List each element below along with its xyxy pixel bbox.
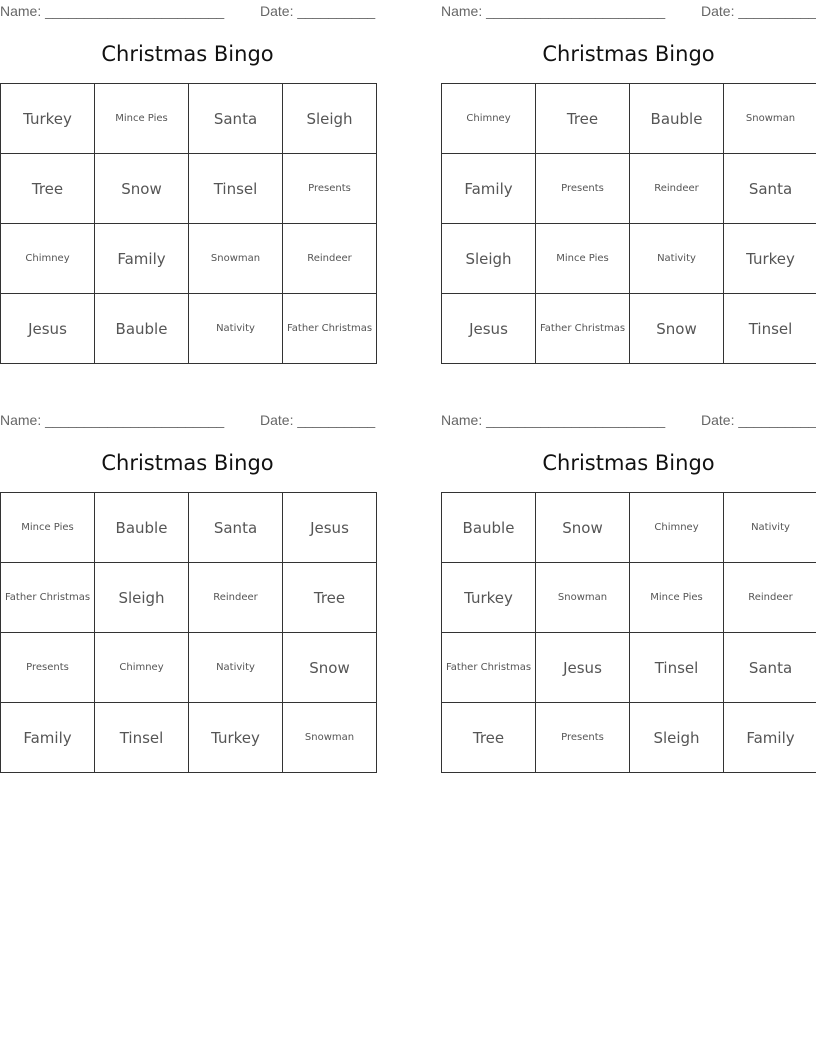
name-field-label: Name: _______________________ [0, 3, 225, 19]
bingo-cell: Sleigh [283, 84, 377, 154]
bingo-cell: Tree [283, 563, 377, 633]
bingo-cell: Turkey [1, 84, 95, 154]
bingo-card-4 [441, 409, 816, 774]
card-title: Christmas Bingo [542, 42, 715, 66]
bingo-row [1, 84, 377, 154]
card-title: Christmas Bingo [101, 42, 274, 66]
bingo-cell: Santa [189, 84, 283, 154]
bingo-cell: Reindeer [189, 563, 283, 633]
bingo-cell: Reindeer [724, 563, 816, 633]
bingo-cell: Bauble [630, 84, 724, 154]
bingo-cell: Turkey [442, 563, 536, 633]
bingo-cell: Presents [283, 154, 377, 224]
bingo-cell: Bauble [442, 493, 536, 563]
bingo-row [442, 563, 816, 633]
bingo-cell: Nativity [189, 294, 283, 364]
bingo-cell: Mince Pies [630, 563, 724, 633]
bingo-card-2 [441, 0, 816, 365]
bingo-cell: Family [724, 703, 816, 773]
bingo-row [1, 294, 377, 364]
bingo-cell: Bauble [95, 493, 189, 563]
bingo-cell: Family [1, 703, 95, 773]
bingo-cell: Tinsel [189, 154, 283, 224]
bingo-cell: Chimney [1, 224, 95, 294]
bingo-cell: Jesus [442, 294, 536, 364]
bingo-cell: Snowman [536, 563, 630, 633]
bingo-row [442, 633, 816, 703]
bingo-grid [441, 83, 816, 364]
bingo-cell: Chimney [95, 633, 189, 703]
bingo-cell: Snow [536, 493, 630, 563]
bingo-cell: Tinsel [724, 294, 816, 364]
bingo-cell: Reindeer [283, 224, 377, 294]
bingo-row [1, 224, 377, 294]
bingo-row [1, 154, 377, 224]
bingo-cell: Mince Pies [95, 84, 189, 154]
bingo-card-1 [0, 0, 375, 365]
bingo-row [442, 84, 816, 154]
date-field-label: Date: __________ [260, 412, 376, 428]
bingo-cell: Presents [536, 154, 630, 224]
date-field-label: Date: __________ [701, 3, 816, 19]
bingo-cell: Snow [630, 294, 724, 364]
bingo-row [1, 563, 377, 633]
bingo-cell: Sleigh [630, 703, 724, 773]
bingo-cell: Snowman [189, 224, 283, 294]
bingo-cell: Family [95, 224, 189, 294]
bingo-cell: Snow [283, 633, 377, 703]
bingo-cell: Presents [1, 633, 95, 703]
bingo-row [442, 294, 816, 364]
bingo-card-3 [0, 409, 375, 774]
bingo-row [442, 493, 816, 563]
bingo-row [442, 224, 816, 294]
bingo-cell: Tinsel [630, 633, 724, 703]
bingo-cell: Snow [95, 154, 189, 224]
bingo-row [1, 633, 377, 703]
bingo-cell: Sleigh [442, 224, 536, 294]
card-title: Christmas Bingo [542, 451, 715, 475]
bingo-cell: Jesus [536, 633, 630, 703]
bingo-cell: Turkey [189, 703, 283, 773]
bingo-cell: Tree [1, 154, 95, 224]
bingo-cell: Sleigh [95, 563, 189, 633]
bingo-cell: Family [442, 154, 536, 224]
bingo-cell: Bauble [95, 294, 189, 364]
name-field-label: Name: _______________________ [441, 412, 666, 428]
date-field-label: Date: __________ [260, 3, 376, 19]
bingo-cell: Father Christmas [536, 294, 630, 364]
bingo-cell: Snowman [724, 84, 816, 154]
bingo-cell: Nativity [724, 493, 816, 563]
bingo-cell: Snowman [283, 703, 377, 773]
bingo-cell: Santa [724, 633, 816, 703]
bingo-grid [0, 492, 377, 773]
bingo-row [1, 493, 377, 563]
bingo-row [442, 154, 816, 224]
bingo-cell: Father Christmas [1, 563, 95, 633]
bingo-cell: Jesus [1, 294, 95, 364]
bingo-cell: Mince Pies [536, 224, 630, 294]
date-field-label: Date: __________ [701, 412, 816, 428]
bingo-row [442, 703, 816, 773]
bingo-grid [441, 492, 816, 773]
bingo-grid [0, 83, 377, 364]
bingo-cell: Mince Pies [1, 493, 95, 563]
name-field-label: Name: _______________________ [0, 412, 225, 428]
bingo-cell: Tree [536, 84, 630, 154]
bingo-cell: Reindeer [630, 154, 724, 224]
bingo-cell: Nativity [189, 633, 283, 703]
bingo-row [1, 703, 377, 773]
bingo-cell: Santa [724, 154, 816, 224]
bingo-cell: Nativity [630, 224, 724, 294]
bingo-cell: Santa [189, 493, 283, 563]
bingo-cell: Tree [442, 703, 536, 773]
bingo-cell: Tinsel [95, 703, 189, 773]
bingo-cell: Chimney [630, 493, 724, 563]
card-title: Christmas Bingo [101, 451, 274, 475]
bingo-cell: Presents [536, 703, 630, 773]
bingo-cell: Father Christmas [283, 294, 377, 364]
bingo-cell: Turkey [724, 224, 816, 294]
bingo-cell: Jesus [283, 493, 377, 563]
bingo-cell: Father Christmas [442, 633, 536, 703]
name-field-label: Name: _______________________ [441, 3, 666, 19]
bingo-cell: Chimney [442, 84, 536, 154]
